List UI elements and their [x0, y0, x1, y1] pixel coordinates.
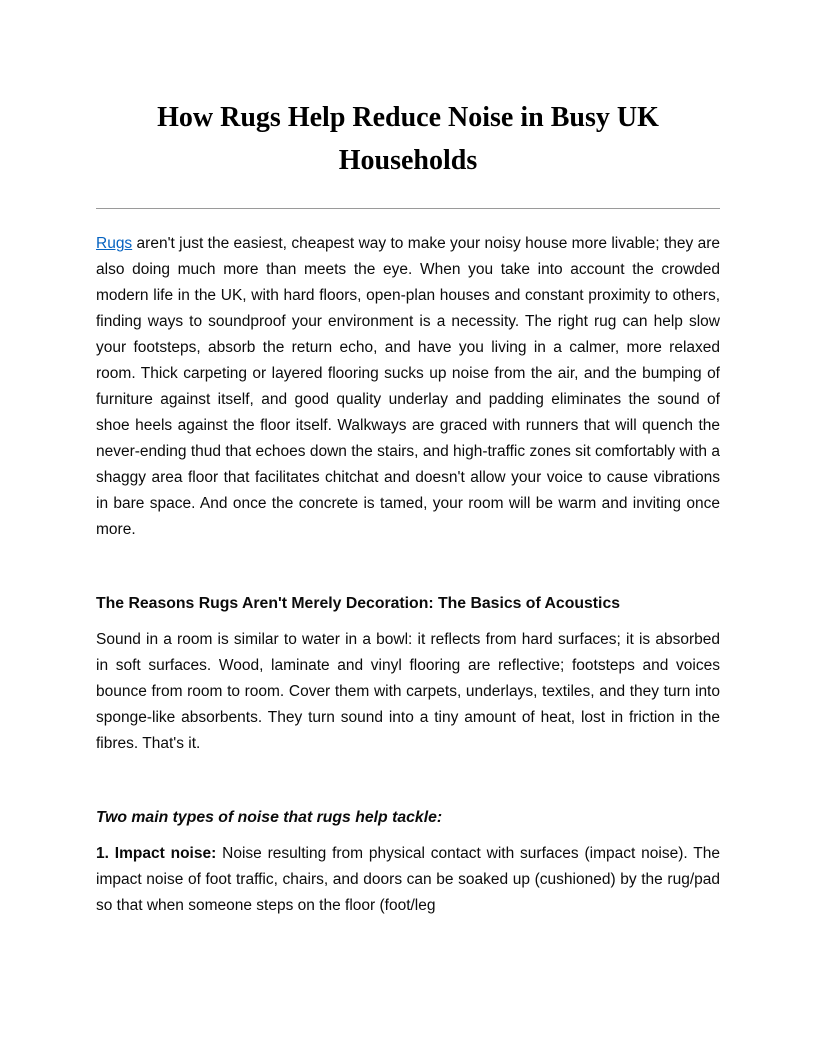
acoustics-section-heading: The Reasons Rugs Aren't Merely Decoration: The Basics of Acoustics	[96, 595, 621, 612]
impact-noise-paragraph	[96, 841, 720, 919]
rugs-link[interactable]: Rugs	[96, 235, 133, 252]
acoustics-paragraph: Sound in a room is similar to water in a bowl: it reflects from hard surfaces; it is absorbed in soft surfaces. Wood, laminate and vinyl flooring are reflective; footsteps and voices bounce from room to room. Cover them with carpets, underlays, textiles, and they turn into sponge-like absorbents. They turn sound into a tiny amount of heat, lost in friction in the fibres. That's it.	[96, 631, 720, 752]
noise-types-heading: Two main types of noise that rugs help tackle:	[96, 809, 443, 826]
title-divider	[96, 208, 720, 209]
page-title: How Rugs Help Reduce Noise in Busy UK Households	[157, 102, 659, 176]
impact-noise-text: Noise resulting from physical contact with surfaces (impact noise). The impact noise of foot traffic, chairs, and doors can be soaked up (cushioned) by the rug/pad so that when someone steps on the floor (foot/leg	[96, 845, 720, 914]
impact-noise-label: 1. Impact noise:	[96, 845, 217, 862]
intro-paragraph-text: aren't just the easiest, cheapest way to make your noisy house more livable; they are also doing much more than meets the eye. When you take into account the crowded modern life in the UK, with hard floors, open-plan houses and constant proximity to others, finding ways to soundproof your environment is a necessity. The right rug can help slow your footsteps, absorb the return echo, and have you living in a calmer, more relaxed room. Thick carpeting or layered flooring sucks up noise from the air, and the bumping of furniture against itself, and good quality underlay and padding eliminates the sound of shoe heels against the floor itself. Walkways are graced with runners that will quench the never-ending thud that echoes down the stairs, and high-traffic zones sit comfortably with a shaggy area floor that facilitates chitchat and doesn't allow your voice to cause vibrations in bare space. And once the concrete is tamed, your room will be warm and inviting once more.	[96, 235, 720, 538]
intro-paragraph	[96, 231, 720, 543]
